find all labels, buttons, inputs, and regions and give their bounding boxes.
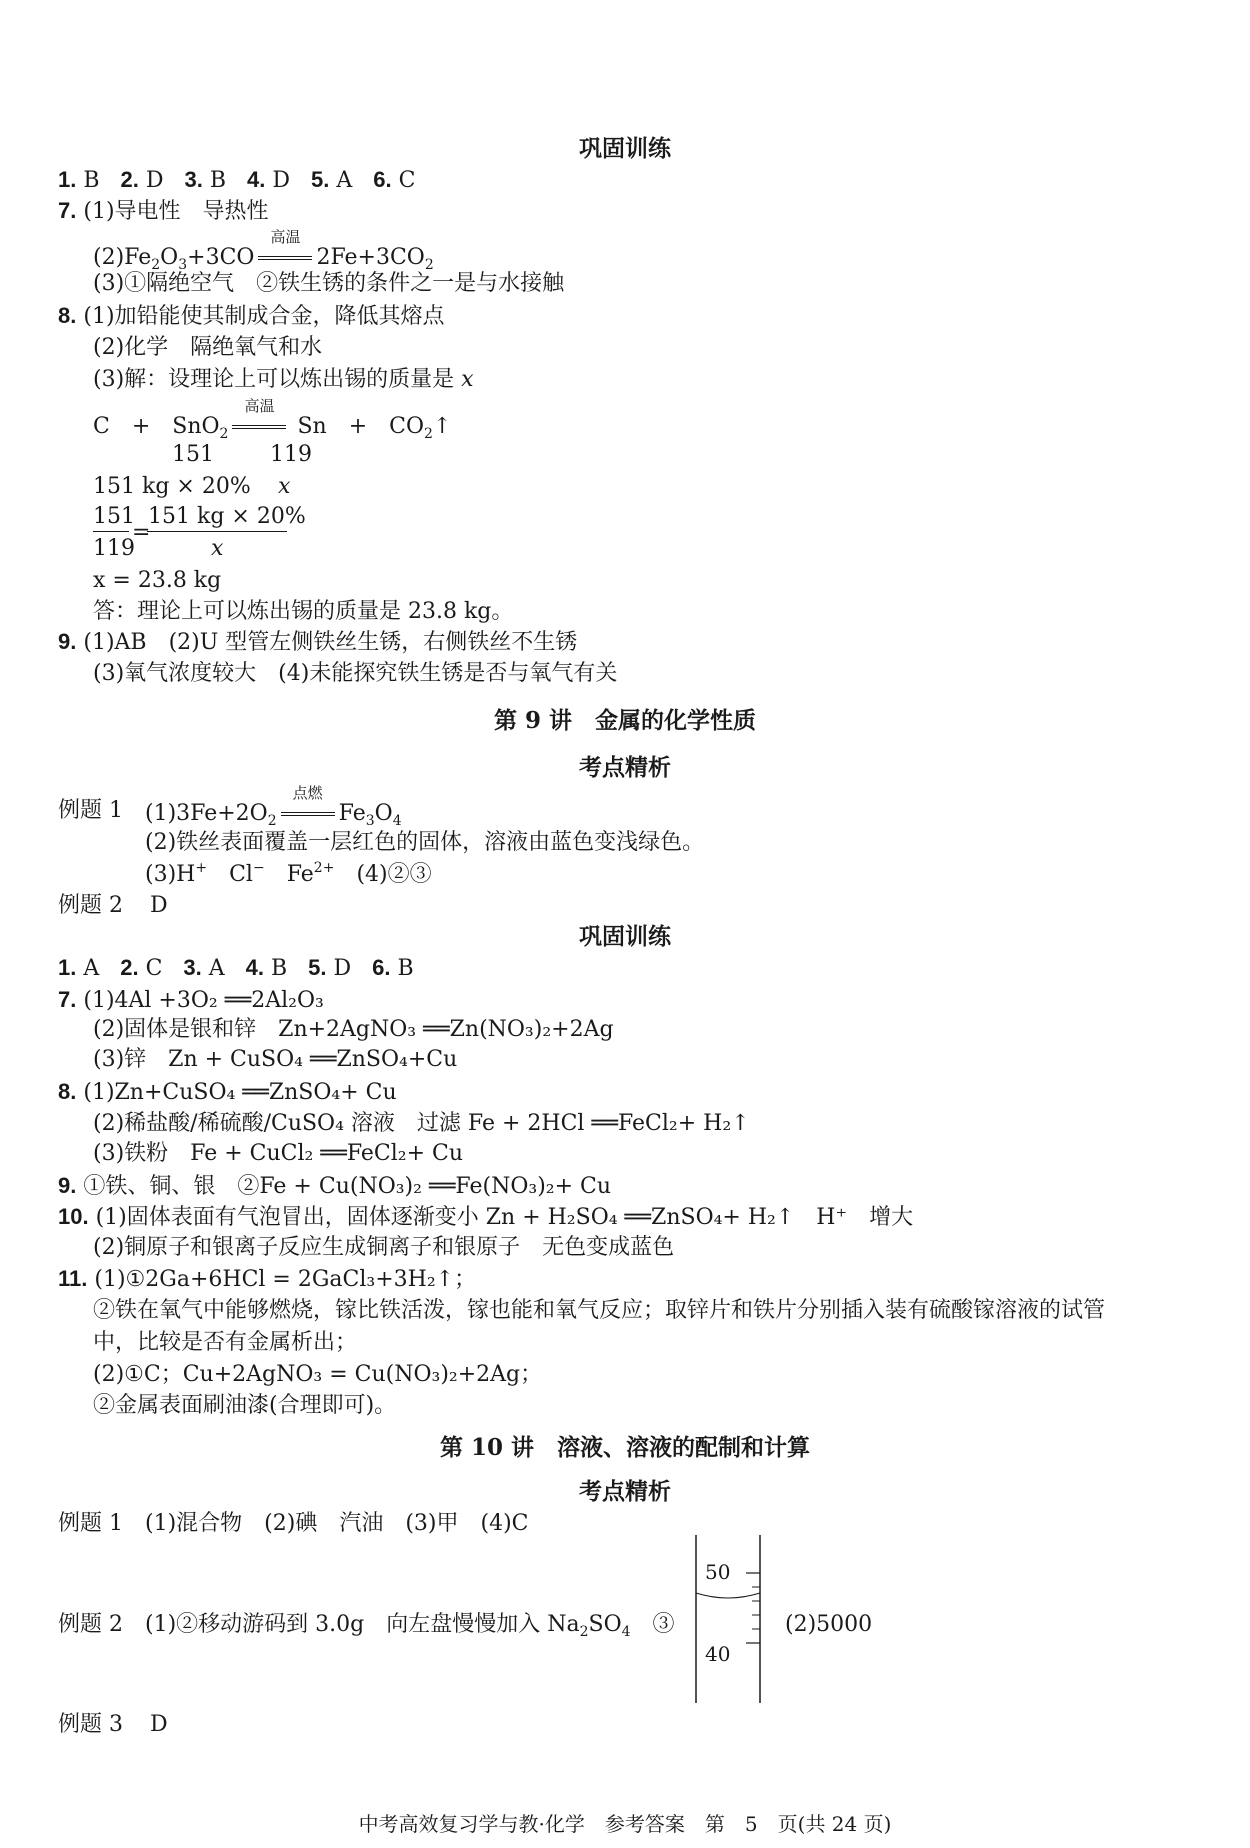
cylinder-mark-top: 50 — [705, 1560, 731, 1584]
q8-ratio-mass: 151 kg × 20% — [93, 474, 251, 499]
q7-line2: $(2)Fe_2O_3+3CO$ 高温 $2Fe+3CO_2$ — [93, 228, 434, 273]
ex9-1-line2: (2)铁丝表面覆盖一层红色的固体，溶液由蓝色变浅绿色。 — [145, 830, 705, 855]
q7-line3: (3)①隔绝空气 ②铁生锈的条件之一是与水接触 — [93, 271, 565, 296]
ex9-2-label: 例题 2 — [58, 893, 123, 918]
s2-q10-line1: 10. (1)固体表面有气泡冒出，固体逐渐变小 Zn + H₂SO₄ ══ZnSO₄+ H₂↑ H⁺ 增大 — [58, 1204, 914, 1230]
ex9-1-line1: $(1)3Fe+2O_2$ 点燃 $Fe_3O_4$ — [145, 784, 402, 829]
ex9-1-label: 例题 1 — [58, 798, 123, 823]
s2-q11-line1: 11. (1)①2Ga+6HCl = 2GaCl₃+3H₂↑； — [58, 1266, 477, 1292]
ex10-1-answer: (1)混合物 (2)碘 汽油 (3)甲 (4)C — [145, 1511, 529, 1536]
ex10-2-label: 例题 2 — [58, 1612, 123, 1637]
s2-q11-line4: (2)①C；Cu+2AgNO₃ = Cu(NO₃)₂+2Ag； — [93, 1362, 543, 1387]
s2-q8-line3: (3)铁粉 Fe + CuCl₂ ══FeCl₂+ Cu — [93, 1141, 464, 1166]
q8-line1: 8. (1)加铅能使其制成合金，降低其熔点 — [58, 303, 445, 329]
q8-result: x = 23.8 kg — [93, 568, 222, 593]
section-heading-key-points-10: 考点精析 — [579, 1478, 671, 1505]
q8-line3: (3)解：设理论上可以炼出锡的质量是 x — [93, 367, 474, 392]
q8-molar-mass-sn: 119 — [270, 442, 312, 467]
section-heading-key-points-9: 考点精析 — [579, 754, 671, 781]
s2-q10-line2: (2)铜原子和银离子反应生成铜离子和银原子 无色变成蓝色 — [93, 1235, 675, 1260]
s2-q7-line2: (2)固体是银和锌 Zn+2AgNO₃ ══Zn(NO₃)₂+2Ag — [93, 1017, 614, 1042]
ex9-2-answer: D — [150, 893, 168, 918]
s2-q9: 9. ①铁、铜、银 ②Fe + Cu(NO₃)₂ ══Fe(NO₃)₂+ Cu — [58, 1173, 612, 1199]
cylinder-mark-bottom: 40 — [705, 1642, 731, 1666]
lecture10-title: 第 10 讲 溶液、溶液的配制和计算 — [439, 1434, 811, 1461]
mc-answers-2: 1. A 2. C 3. A 4. B 5. D 6. B — [58, 955, 414, 981]
ex10-3-answer: D — [150, 1712, 168, 1737]
q8-fraction-right-den: x — [211, 536, 224, 561]
lecture9-title: 第 9 讲 金属的化学性质 — [493, 707, 757, 734]
q8-ratio-x: x — [278, 474, 291, 499]
ex9-1-line3: (3)H+ Cl− $Fe^{2+}$ (4)②③ — [145, 860, 432, 887]
ex10-1-label: 例题 1 — [58, 1511, 123, 1536]
q9-line1: 9. (1)AB (2)U 型管左侧铁丝生锈，右侧铁丝不生锈 — [58, 629, 578, 655]
ex10-2-answer: (1)②移动游码到 3.0g 向左盘慢慢加入 $Na_2SO_4$ ③ — [145, 1612, 675, 1640]
q8-answer: 答：理论上可以炼出锡的质量是 23.8 kg。 — [93, 599, 514, 624]
q9-line2: (3)氧气浓度较大 (4)未能探究铁生锈是否与氧气有关 — [93, 661, 618, 686]
reaction-condition: 高温 — [256, 244, 314, 266]
s2-q7-line3: (3)锌 Zn + CuSO₄ ══ZnSO₄+Cu — [93, 1047, 458, 1072]
ex10-2-answer-part2: (2)5000 — [785, 1612, 873, 1637]
q8-fraction-left-num: 151 — [93, 504, 135, 529]
section-heading-consolidation-2: 巩固训练 — [579, 923, 671, 950]
mc-answers-1: 1. B 2. D 3. B 4. D 5. A 6. C — [58, 167, 416, 193]
q8-molar-mass-sno2: 151 — [172, 442, 214, 467]
s2-q7-line1: 7. (1)4Al +3O₂ ══2Al₂O₃ — [58, 987, 324, 1013]
s2-q11-line2: ②铁在氧气中能够燃烧，镓比铁活泼，镓也能和氧气反应；取锌片和铁片分别插入装有硫酸镓溶液的试管 — [93, 1298, 1106, 1323]
s2-q8-line2: (2)稀盐酸/稀硫酸/CuSO₄ 溶液 过滤 Fe + 2HCl ══FeCl₂+ H₂↑ — [93, 1111, 750, 1136]
s2-q11-line5: ②金属表面刷油漆(合理即可)。 — [93, 1393, 397, 1418]
q8-line2: (2)化学 隔绝氧气和水 — [93, 335, 323, 360]
q8-fraction-left-den: 119 — [93, 536, 135, 561]
q8-fraction-right-num: 151 kg × 20% — [148, 504, 306, 529]
s2-q11-line3: 中，比较是否有金属析出； — [93, 1330, 358, 1355]
q8-equation: C + SnO$_2$ 高温 Sn + $CO_2↑$ — [93, 397, 452, 442]
q7-line1: 7. (1)导电性 导热性 — [58, 198, 269, 224]
section-heading-consolidation-1: 巩固训练 — [579, 135, 671, 162]
page-footer: 中考高效复习学与教·化学 参考答案 第 5 页(共 24 页) — [358, 1812, 892, 1836]
q8-fraction-equals: = — [132, 520, 151, 545]
s2-q8-line1: 8. (1)Zn+CuSO₄ ══ZnSO₄+ Cu — [58, 1079, 397, 1105]
ex10-3-label: 例题 3 — [58, 1712, 123, 1737]
